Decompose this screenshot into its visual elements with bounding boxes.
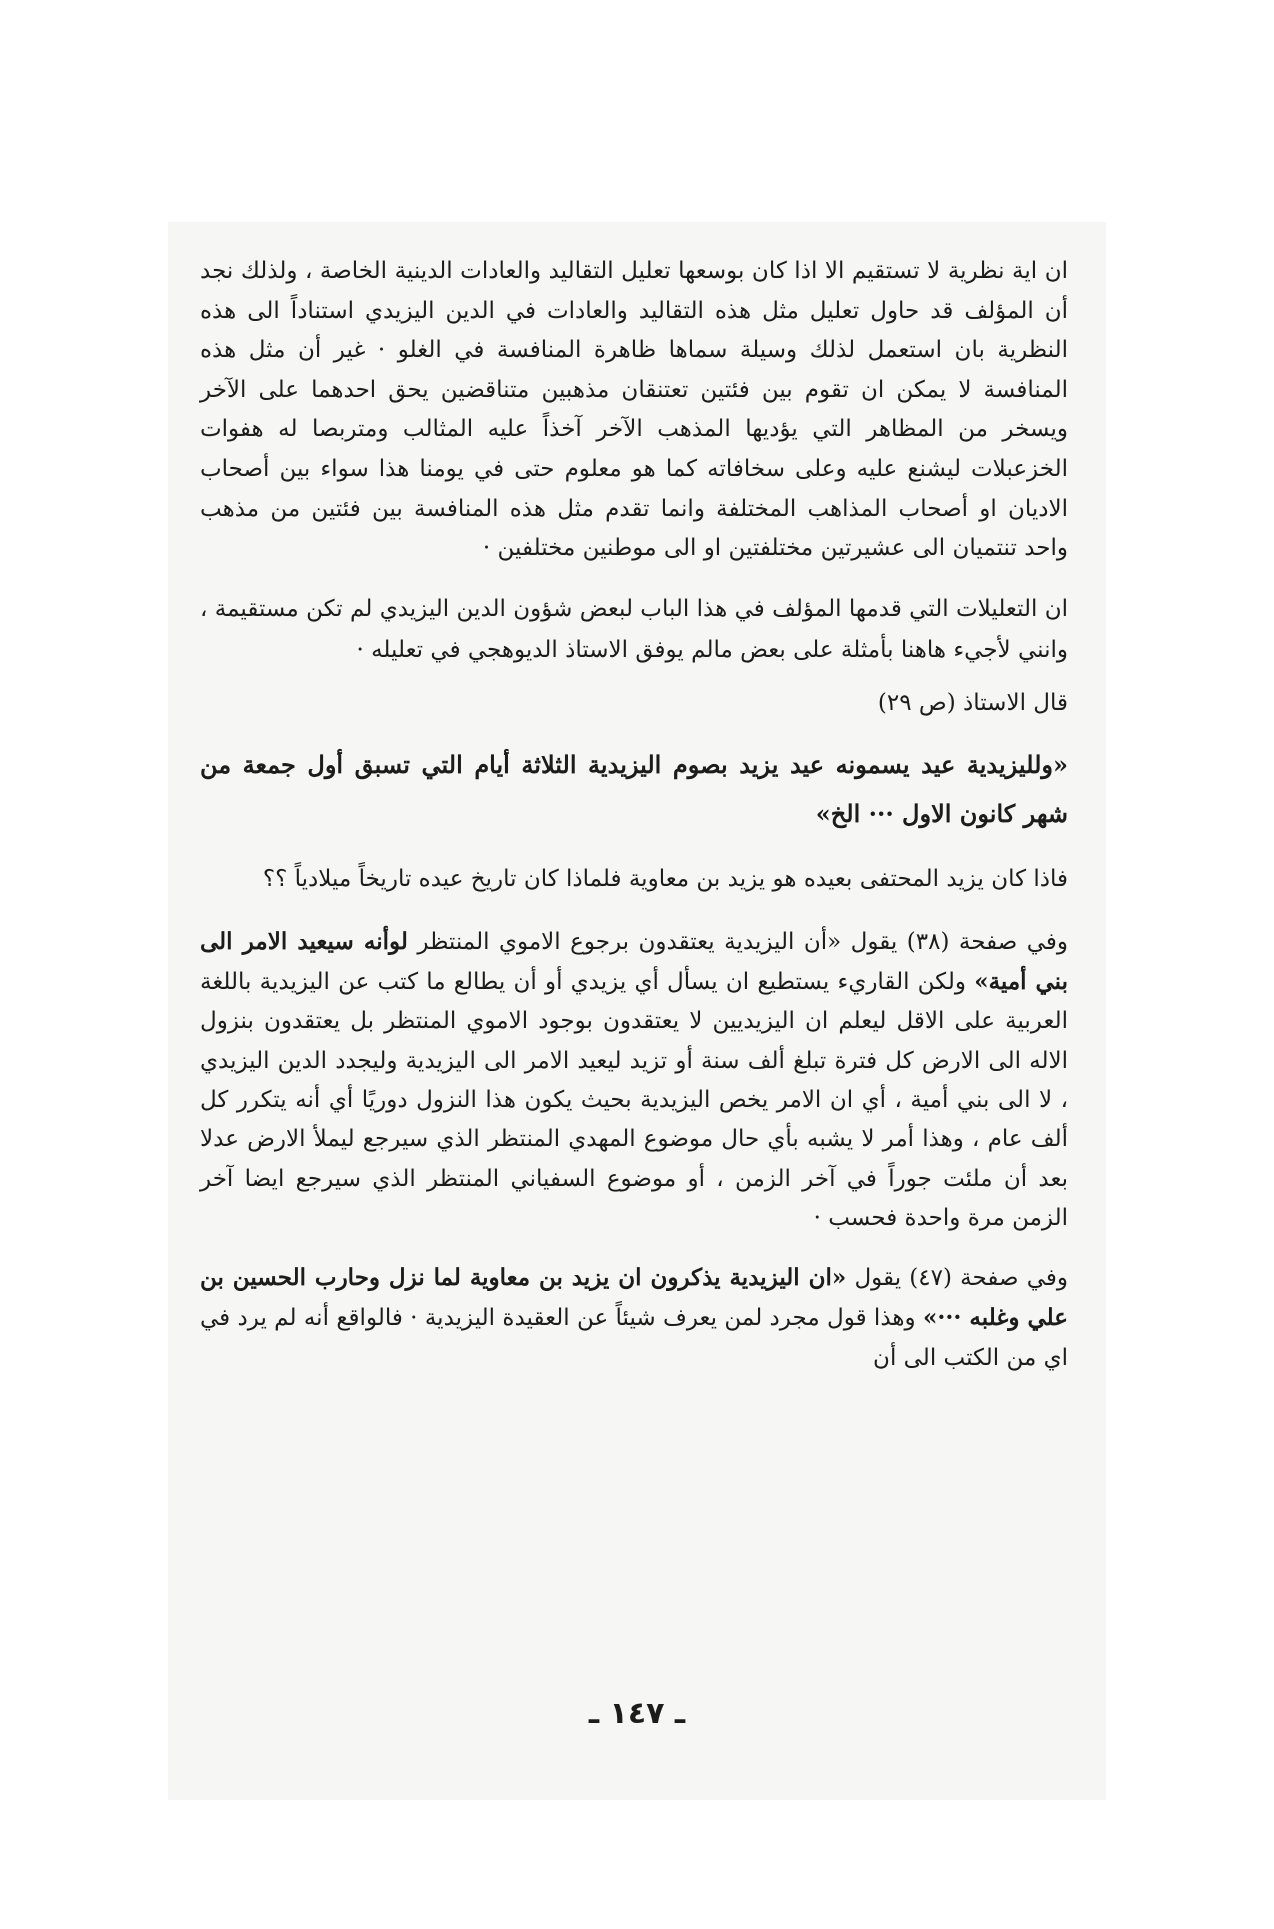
paragraph-feast-date-question: فاذا كان يزيد المحتفى بعيده هو يزيد بن معاوية فلماذا كان تاريخ عيده تاريخاً ميلادياً ؟؟ bbox=[262, 865, 1068, 892]
paragraph-explanations: ان التعليلات التي قدمها المؤلف في هذا الباب لبعض شؤون الدين اليزيدي لم تكن مستقيمة ، وانني لأجيء هاهنا بأمثلة على بعض مالم يوفق الاستاذ الديوهجي في تعليله · bbox=[200, 595, 1068, 663]
paragraph-professor-said: قال الاستاذ (ص ٢٩) bbox=[877, 689, 1068, 716]
paragraph-quote-yazid-feast: «ولليزيدية عيد يسمونه عيد يزيد بصوم اليزيدية الثلاثة أيام التي تسبق أول جمعة من شهر كانون الاول ··· الخ» bbox=[200, 749, 1069, 828]
page-number: ـ ١٤٧ ـ bbox=[588, 1696, 686, 1731]
paragraph-page-38-quote: لوأنه سيعيد الامر الى بني أمية» bbox=[200, 927, 1068, 996]
paragraph-page-47-intro: وفي صفحة (٤٧) يقول bbox=[846, 1265, 1068, 1292]
paragraph-page-47-quote: «ان اليزيدية يذكرون ان يزيد بن معاوية لما نزل وحارب الحسين بن علي وغلبه ···» bbox=[200, 1264, 1068, 1332]
paragraph-page-38-rest: ولكن القاريء يستطيع ان يسأل أي يزيدي أو أن يطالع ما كتب عن اليزيدية باللغة العربية على الاقل ليعلم ان اليزيديين لا يعتقدون بوجود الاموي المنتظر بل يعتقدون بنزول الاله الى الارض كل فترة تبلغ ألف سنة أو تزيد ليعيد الامر الى اليزيدية وليجدد الدين اليزيدي ، لا الى بني أمية ، أي ان الامر يخص اليزيدية بحيث يكون هذا النزول دوريًا أي أنه يتكرر كل ألف عام ، وهذا أمر لا يشبه بأي حال موضوع المهدي المنتظر الذي سيرجع ليملأ الارض عدلا بعد أن ملئت جوراً في آخر الزمن ، أو موضوع السفياني المنتظر الذي سيرجع ايضا آخر الزمن مرة واحدة فحسب · bbox=[200, 969, 1068, 1231]
paragraph-page-38-intro: وفي صفحة (٣٨) يقول «أن اليزيدية يعتقدون برجوع الاموي المنتظر bbox=[407, 928, 1068, 955]
paragraph-page-47-rest: وهذا قول مجرد لمن يعرف شيئاً عن العقيدة اليزيدية · فالواقع أنه لم يرد في اي من الكتب الى أن bbox=[200, 1305, 1068, 1372]
text-column bbox=[200, 252, 1068, 1378]
paragraph-page-47 bbox=[200, 1258, 1068, 1378]
paragraph-rivalry-theory: ان اية نظرية لا تستقيم الا اذا كان بوسعها تعليل التقاليد والعادات الدينية الخاصة ، ولذلك نجد أن المؤلف قد حاول تعليل مثل هذه التقاليد والعادات في الدين اليزيدي استناداً الى هذه النظرية بان استعمل لذلك وسيلة سماها ظاهرة المنافسة في الغلو · غير أن مثل هذه المنافسة لا يمكن ان تقوم بين فئتين تعتنقان مذهبين متناقضين يحق احدهما على الآخر ويسخر من المظاهر التي يؤديها المذهب الآخر آخذاً عليه المثالب ومتربصا له هفوات الخزعبلات ليشنع عليه وعلى سخافاته كما هو معلوم حتى في يومنا هذا سواء بين أصحاب الاديان او أصحاب المذاهب المختلفة وانما تقدم مثل هذه المنافسة بين فئتين من مذهب واحد تنتميان الى عشيرتين مختلفتين او الى موطنين مختلفين · bbox=[200, 258, 1068, 562]
paragraph-page-38 bbox=[200, 922, 1068, 1238]
